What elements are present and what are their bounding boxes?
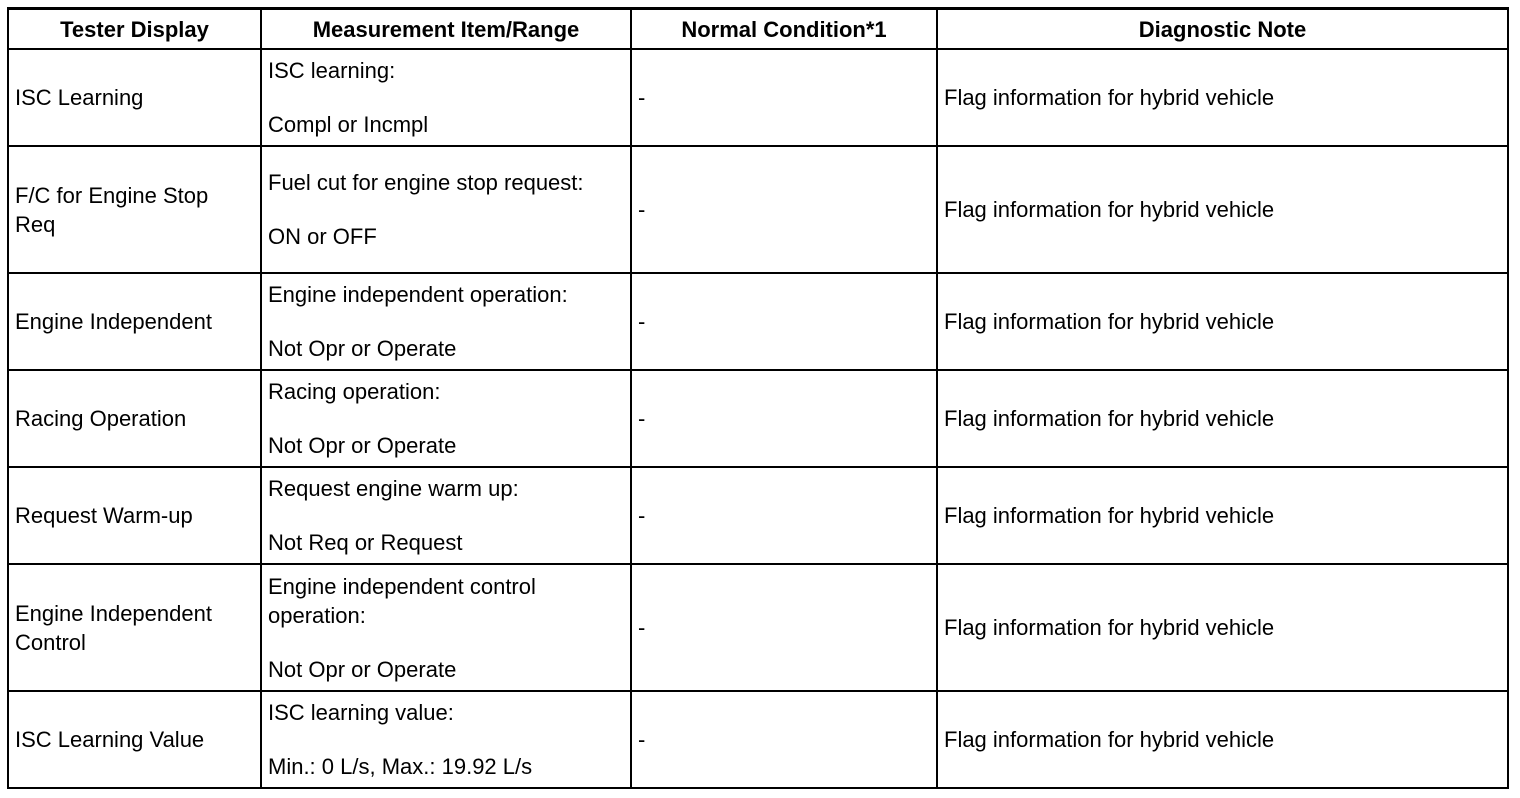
table-row xyxy=(8,370,1508,467)
table-row xyxy=(8,49,1508,146)
normal-condition-cell: - xyxy=(631,564,937,691)
tester-display-cell: Engine Independent xyxy=(8,273,261,370)
measurement-item: Request engine warm up: xyxy=(268,476,519,501)
measurement-range: Not Opr or Operate xyxy=(268,336,457,361)
tester-display-cell: Racing Operation xyxy=(8,370,261,467)
diagnostic-note-cell: Flag information for hybrid vehicle xyxy=(937,273,1508,370)
measurement-cell xyxy=(261,273,631,370)
measurement-cell xyxy=(261,467,631,564)
diagnostic-note-cell: Flag information for hybrid vehicle xyxy=(937,370,1508,467)
tester-display-cell: Engine Independent Control xyxy=(8,564,261,691)
header-diagnostic-note: Diagnostic Note xyxy=(937,9,1508,50)
spacer xyxy=(268,197,624,222)
table-body xyxy=(8,49,1508,788)
table-row xyxy=(8,273,1508,370)
header-measurement-item-range: Measurement Item/Range xyxy=(261,9,631,50)
spacer xyxy=(268,630,624,655)
measurement-item: Fuel cut for engine stop request: xyxy=(268,170,584,195)
tester-display-cell: ISC Learning Value xyxy=(8,691,261,788)
table-row xyxy=(8,467,1508,564)
measurement-item: Engine independent control operation: xyxy=(268,573,536,628)
table-header xyxy=(8,9,1508,50)
measurement-cell xyxy=(261,146,631,273)
normal-condition-cell: - xyxy=(631,146,937,273)
header-tester-display: Tester Display xyxy=(8,9,261,50)
measurement-cell xyxy=(261,49,631,146)
diagnostic-note-cell: Flag information for hybrid vehicle xyxy=(937,691,1508,788)
spacer xyxy=(268,503,624,528)
tester-display-cell: F/C for Engine Stop Req xyxy=(8,146,261,273)
measurement-item: ISC learning value: xyxy=(268,700,454,725)
measurement-cell xyxy=(261,564,631,691)
header-normal-condition: Normal Condition*1 xyxy=(631,9,937,50)
tester-display-cell: Request Warm-up xyxy=(8,467,261,564)
measurement-range: Not Opr or Operate xyxy=(268,433,457,458)
header-row xyxy=(8,9,1508,50)
spacer xyxy=(268,406,624,431)
measurement-cell xyxy=(261,370,631,467)
measurement-range: Not Req or Request xyxy=(268,530,463,555)
table-row xyxy=(8,146,1508,273)
measurement-item: ISC learning: xyxy=(268,58,396,83)
spacer xyxy=(268,85,624,110)
measurement-item: Engine independent operation: xyxy=(268,282,568,307)
diagnostic-note-cell: Flag information for hybrid vehicle xyxy=(937,467,1508,564)
normal-condition-cell: - xyxy=(631,370,937,467)
normal-condition-cell: - xyxy=(631,467,937,564)
normal-condition-cell: - xyxy=(631,49,937,146)
tester-display-cell: ISC Learning xyxy=(8,49,261,146)
diagnostic-note-cell: Flag information for hybrid vehicle xyxy=(937,146,1508,273)
diagnostic-note-cell: Flag information for hybrid vehicle xyxy=(937,564,1508,691)
measurement-range: Compl or Incmpl xyxy=(268,112,429,137)
diagnostic-note-cell: Flag information for hybrid vehicle xyxy=(937,49,1508,146)
measurement-cell xyxy=(261,691,631,788)
spacer xyxy=(268,727,624,752)
data-list-table xyxy=(7,7,1509,789)
measurement-range: ON or OFF xyxy=(268,224,377,249)
measurement-range: Not Opr or Operate xyxy=(268,656,457,682)
measurement-range: Min.: 0 L/s, Max.: 19.92 L/s xyxy=(268,754,533,779)
normal-condition-cell: - xyxy=(631,691,937,788)
table-row xyxy=(8,564,1508,691)
measurement-item: Racing operation: xyxy=(268,379,441,404)
spacer xyxy=(268,309,624,334)
normal-condition-cell: - xyxy=(631,273,937,370)
table-row xyxy=(8,691,1508,788)
